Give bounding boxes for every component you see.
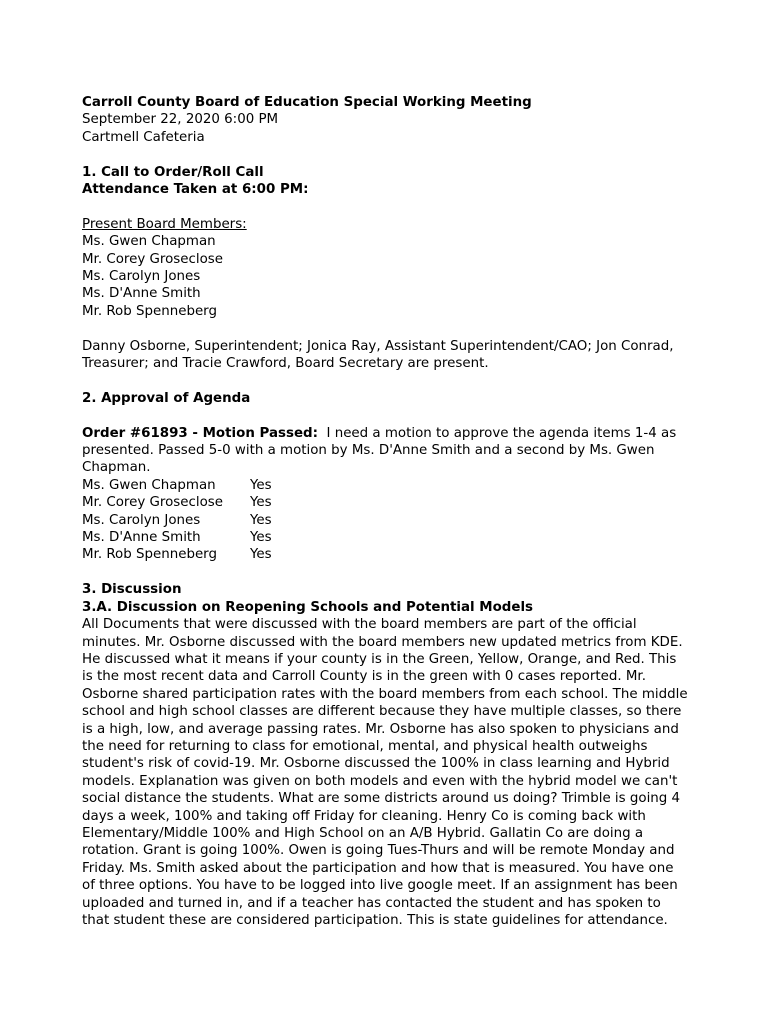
vote-member-name: Mr. Rob Spenneberg	[82, 547, 217, 563]
vote-value: Yes	[250, 512, 272, 528]
vote-row	[82, 494, 688, 511]
vote-row	[82, 529, 688, 546]
vote-row	[82, 512, 688, 529]
staff-present-paragraph: Danny Osborne, Superintendent; Jonica Ray, Assistant Superintendent/CAO; Jon Conrad, Treasurer; and Tracie Crawford, Board Secretary are present.	[82, 338, 674, 372]
attendance-heading: Attendance Taken at 6:00 PM:	[82, 182, 309, 198]
vote-value: Yes	[250, 530, 272, 546]
spacer	[82, 320, 688, 337]
present-members-label: Present Board Members:	[82, 216, 247, 232]
order-text: I need a motion to approve the agenda items 1-4 as presented. Passed 5-0 with a motion by Ms. D'Anne Smith and a second by Ms. Gwen Chapman.	[82, 425, 677, 476]
spacer	[82, 198, 688, 215]
vote-member-name: Ms. D'Anne Smith	[82, 530, 201, 546]
spacer	[82, 564, 688, 581]
section-1-heading: 1. Call to Order/Roll Call	[82, 164, 264, 180]
vote-member-name: Mr. Corey Groseclose	[82, 495, 223, 511]
discussion-paragraph: All Documents that were discussed with the board members are part of the official minutes. Mr. Osborne discussed with the board members new updated metrics from KDE. He discussed what it means if your county is in the Green, Yellow, Orange, and Red. This is the most recent data and Carroll County is in the green with 0 cases reported. Mr. Osborne shared participation rates with the board members from each school. The middle school and high school classes are different because they have multiple classes, so there is a high, low, and average passing rates. Mr. Osborne has also spoken to physicians and the need for returning to class for emotional, mental, and physical health outweighs student's risk of covid-19. Mr. Osborne discussed the 100% in class learning and Hybrid models. Explanation was given on both models and even with the hybrid model we can't social distance the students. What are some districts around us doing? Trimble is going 4 days a week, 100% and taking off Friday for cleaning. Henry Co is coming back with Elementary/Middle 100% and High School on an A/B Hybrid. Gallatin Co are doing a rotation. Grant is going 100%. Owen is going Tues-Thurs and will be remote Monday and Friday. Ms. Smith asked about the participation and how that is measured. You have one of three options. You have to be logged into live google meet. If an assignment has been uploaded and turned in, and if a teacher has contacted the student and has spoken to that student these are considered participation. This is state guidelines for attendance.	[82, 617, 688, 928]
document-page	[82, 94, 688, 929]
member-name: Ms. D'Anne Smith	[82, 286, 201, 302]
order-label: Order #61893 - Motion Passed:	[82, 425, 318, 441]
vote-row	[82, 477, 688, 494]
vote-member-name: Ms. Gwen Chapman	[82, 477, 216, 493]
vote-row	[82, 546, 688, 563]
spacer	[82, 407, 688, 424]
section-3-heading: 3. Discussion	[82, 582, 182, 598]
section-3a-heading: 3.A. Discussion on Reopening Schools and Potential Models	[82, 599, 534, 615]
vote-member-name: Ms. Carolyn Jones	[82, 512, 201, 528]
spacer	[82, 372, 688, 389]
member-name: Mr. Rob Spenneberg	[82, 303, 217, 319]
vote-value: Yes	[250, 477, 272, 493]
spacer	[82, 146, 688, 163]
meeting-location: Cartmell Cafeteria	[82, 129, 205, 145]
meeting-title: Carroll County Board of Education Special Working Meeting	[82, 95, 532, 110]
vote-value: Yes	[250, 547, 272, 563]
vote-value: Yes	[250, 495, 272, 511]
vote-table	[82, 477, 688, 564]
member-name: Ms. Carolyn Jones	[82, 269, 201, 285]
member-name: Ms. Gwen Chapman	[82, 234, 216, 250]
meeting-datetime: September 22, 2020 6:00 PM	[82, 112, 279, 128]
section-2-heading: 2. Approval of Agenda	[82, 390, 251, 406]
order-paragraph	[82, 425, 688, 477]
member-name: Mr. Corey Groseclose	[82, 251, 223, 267]
